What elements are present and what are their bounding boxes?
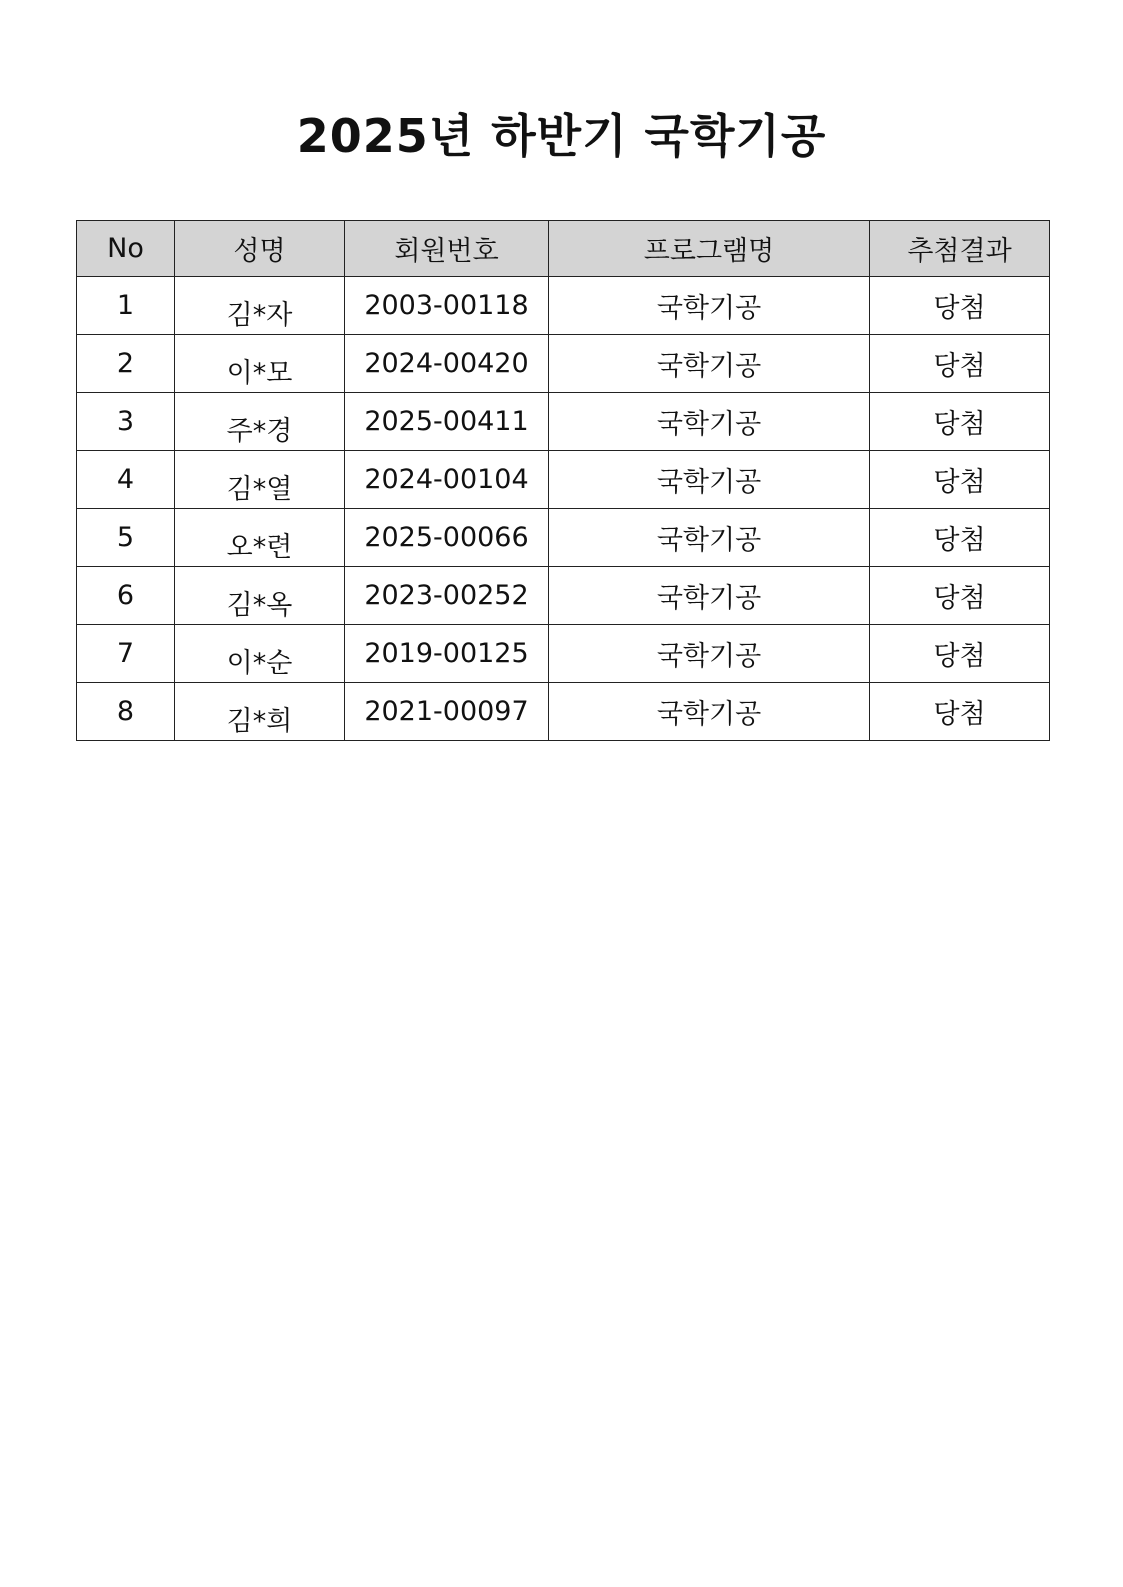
cell-result: 당첨 — [870, 451, 1050, 509]
cell-member-id: 2025-00066 — [345, 509, 549, 567]
cell-member-id: 2021-00097 — [345, 683, 549, 741]
table-row — [77, 335, 1050, 393]
cell-no: 4 — [77, 451, 175, 509]
cell-name: 이*순 — [175, 625, 345, 683]
table-row — [77, 683, 1050, 741]
cell-member-id: 2024-00420 — [345, 335, 549, 393]
header-result: 추첨결과 — [870, 221, 1050, 277]
header-program: 프로그램명 — [549, 221, 870, 277]
cell-result: 당첨 — [870, 277, 1050, 335]
cell-member-id: 2024-00104 — [345, 451, 549, 509]
cell-member-id: 2025-00411 — [345, 393, 549, 451]
cell-program: 국학기공 — [549, 277, 870, 335]
cell-no: 7 — [77, 625, 175, 683]
cell-result: 당첨 — [870, 683, 1050, 741]
cell-program: 국학기공 — [549, 567, 870, 625]
table-header-row — [77, 221, 1050, 277]
table-row — [77, 625, 1050, 683]
cell-result: 당첨 — [870, 567, 1050, 625]
cell-name: 김*희 — [175, 683, 345, 741]
cell-no: 8 — [77, 683, 175, 741]
page-title: 2025년 하반기 국학기공 — [296, 108, 827, 163]
lottery-result-table — [76, 220, 1050, 741]
cell-name: 김*옥 — [175, 567, 345, 625]
cell-result: 당첨 — [870, 509, 1050, 567]
cell-result: 당첨 — [870, 625, 1050, 683]
cell-program: 국학기공 — [549, 393, 870, 451]
cell-member-id: 2023-00252 — [345, 567, 549, 625]
cell-no: 1 — [77, 277, 175, 335]
cell-program: 국학기공 — [549, 683, 870, 741]
table-row — [77, 393, 1050, 451]
header-name: 성명 — [175, 221, 345, 277]
cell-name: 오*련 — [175, 509, 345, 567]
cell-name: 주*경 — [175, 393, 345, 451]
table-row — [77, 451, 1050, 509]
cell-no: 2 — [77, 335, 175, 393]
table-row — [77, 509, 1050, 567]
cell-member-id: 2003-00118 — [345, 277, 549, 335]
cell-result: 당첨 — [870, 393, 1050, 451]
table-row — [77, 277, 1050, 335]
cell-name: 이*모 — [175, 335, 345, 393]
cell-name: 김*열 — [175, 451, 345, 509]
cell-no: 3 — [77, 393, 175, 451]
cell-program: 국학기공 — [549, 625, 870, 683]
table-row — [77, 567, 1050, 625]
header-member-id: 회원번호 — [345, 221, 549, 277]
cell-program: 국학기공 — [549, 335, 870, 393]
cell-member-id: 2019-00125 — [345, 625, 549, 683]
cell-program: 국학기공 — [549, 451, 870, 509]
cell-name: 김*자 — [175, 277, 345, 335]
cell-no: 5 — [77, 509, 175, 567]
header-no: No — [77, 221, 175, 277]
cell-result: 당첨 — [870, 335, 1050, 393]
cell-program: 국학기공 — [549, 509, 870, 567]
cell-no: 6 — [77, 567, 175, 625]
